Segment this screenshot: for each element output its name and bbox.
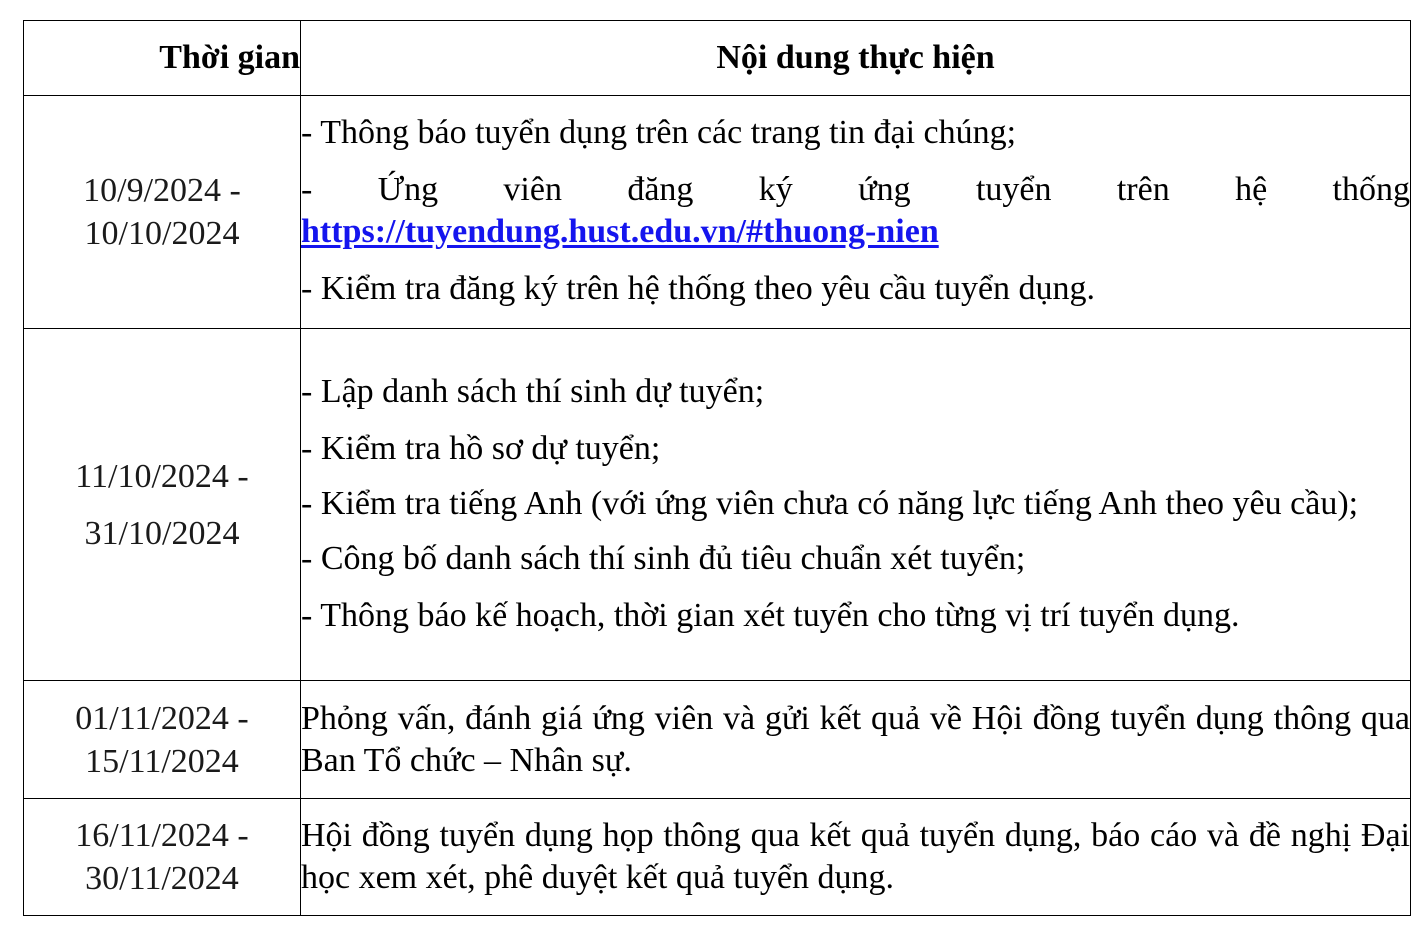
content-cell: Phỏng vấn, đánh giá ứng viên và gửi kết quả về Hội đồng tuyển dụng thông qua Ban Tổ chức – Nhân sự.: [301, 681, 1411, 799]
list-item: - Lập danh sách thí sinh dự tuyển;: [301, 372, 765, 410]
list-item: - Kiểm tra đăng ký trên hệ thống theo yêu cầu tuyển dụng.: [301, 270, 1096, 307]
list-item: - Công bố danh sách thí sinh đủ tiêu chuẩn xét tuyển;: [301, 539, 1026, 577]
time-end: 10/10/2024: [84, 215, 240, 252]
table-row: [24, 799, 1411, 916]
time-cell: [24, 799, 301, 916]
time-start: 16/11/2024 -: [75, 817, 249, 854]
list-item: - Kiểm tra hồ sơ dự tuyển;: [301, 429, 661, 467]
header-content: Nội dung thực hiện: [301, 21, 1411, 96]
header-time: Thời gian: [24, 21, 301, 96]
content-cell: [301, 96, 1411, 329]
table-row: [24, 96, 1411, 329]
content-cell: [301, 329, 1411, 681]
time-cell: [24, 96, 301, 329]
time-start: 10/9/2024 -: [83, 172, 241, 209]
table-row: [24, 681, 1411, 799]
time-end: 15/11/2024: [85, 742, 239, 780]
time-cell: [24, 681, 301, 799]
list-item: - Thông báo tuyển dụng trên các trang tin đại chúng;: [301, 114, 1017, 151]
time-start: 11/10/2024 -: [75, 457, 249, 495]
time-start: 01/11/2024 -: [75, 699, 249, 737]
table-header-row: [24, 21, 1411, 96]
content-cell: Hội đồng tuyển dụng họp thông qua kết quả tuyển dụng, báo cáo và đề nghị Đại học xem xét, phê duyệt kết quả tuyển dụng.: [301, 799, 1411, 916]
time-end: 31/10/2024: [84, 514, 240, 552]
table-row: [24, 329, 1411, 681]
list-item: - Kiểm tra tiếng Anh (với ứng viên chưa có năng lực tiếng Anh theo yêu cầu);: [301, 484, 1359, 522]
list-item: [301, 169, 1410, 253]
recruitment-schedule-table: [23, 20, 1411, 916]
list-item-text: - Ứng viên đăng ký ứng tuyển trên hệ thống: [301, 171, 1410, 208]
recruitment-link[interactable]: https://tuyendung.hust.edu.vn/#thuong-nien: [301, 213, 939, 250]
list-item: - Thông báo kế hoạch, thời gian xét tuyển cho từng vị trí tuyển dụng.: [301, 596, 1240, 634]
time-end: 30/11/2024: [85, 860, 239, 897]
time-cell: [24, 329, 301, 681]
